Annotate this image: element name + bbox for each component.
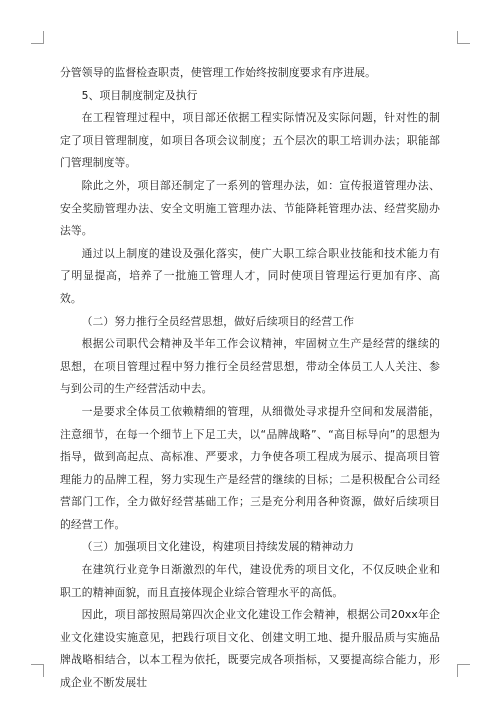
section-heading-2: （二）努力推行全员经营思想，做好后续项目的经营工作 xyxy=(81,314,355,328)
paragraph: 一是要求全体员工依赖精细的管理，从细微处寻求提升空间和发展潜能，注意细节，在每一个细节上下足工夫，以“品牌战略”、“高目标导向”的思想为指导，做到高起点、高标准、严要求，力争使各项工程成为展示、提高项目管理能力的品牌工程，努力实现生产是经营的继续的目标；二是积极配合公司经营部门工作，全力做好经营基础工作；三是充分利用各种资源，做好后续项目的经营工作。 xyxy=(60,404,440,531)
crop-mark-top-right xyxy=(457,31,470,44)
section-heading-3: （三）加强项目文化建设，构建项目持续发展的精神动力 xyxy=(81,540,355,554)
paragraph: 除此之外，项目部还制定了一系列的管理办法，如：宣传报道管理办法、安全奖励管理办法、安全文明施工管理办法、节能降耗管理办法、经营奖励办法等。 xyxy=(60,178,440,238)
paragraph: 在建筑行业竞争日渐激烈的年代，建设优秀的项目文化，不仅反映企业和职工的精神面貌，而且直接体现企业综合管理水平的高低。 xyxy=(60,563,440,599)
paragraph: 通过以上制度的建设及强化落实，使广大职工综合职业技能和技术能力有了明显提高，培养了一批施工管理人才，同时使项目管理运行更加有序、高效。 xyxy=(60,246,440,305)
paragraph: 因此，项目部按照局第四次企业文化建设工作会精神，根据公司20xx年企业文化建设实施意见，把践行项目文化、创建文明工地、提升服品质与实施品牌战略相结合，以本工程为依托，既要完成各项指标，又要提高综合能力，形成企业不断发展壮 xyxy=(60,608,440,690)
section-heading-5: 5、项目制度制定及执行 xyxy=(81,88,198,102)
crop-mark-bottom-left xyxy=(31,664,44,677)
paragraph-continuation: 分管领导的监督检查职责，使管理工作始终按制度要求有序进展。 xyxy=(60,66,377,79)
paragraph: 根据公司职代会精神及半年工作会议精神，牢固树立生产是经营的继续的思想，在项目管理过程中努力推行全员经营思想，带动全体员工人人关注、参与到公司的生产经营活动中去。 xyxy=(60,337,440,396)
document-body xyxy=(60,62,440,695)
crop-mark-bottom-right xyxy=(457,664,470,677)
crop-mark-top-left xyxy=(31,31,44,44)
paragraph: 在工程管理过程中，项目部还依据工程实际情况及实际问题，针对性的制定了项目管理制度，如项目各项会议制度；五个层次的职工培训办法；职能部门管理制度等。 xyxy=(60,111,440,170)
